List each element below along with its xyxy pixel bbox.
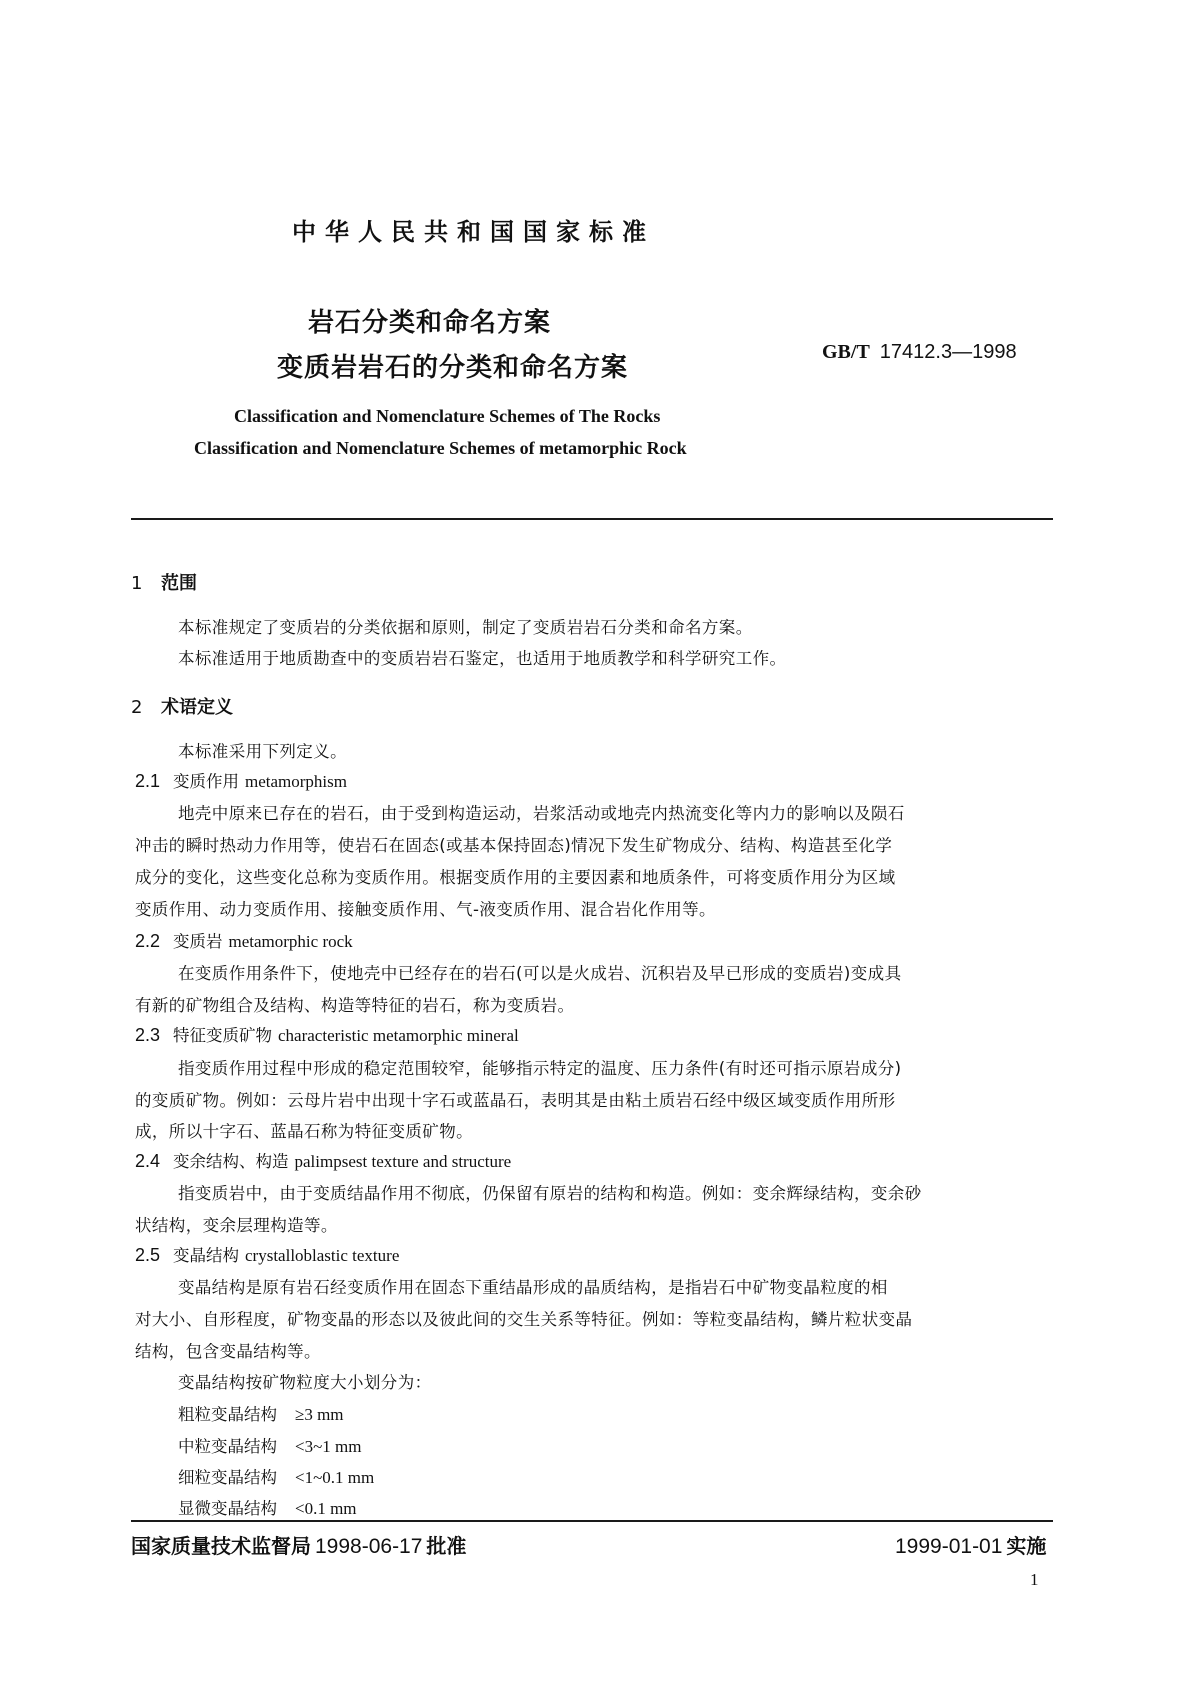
grain-size-item: 中粒变晶结构 <3~1 mm xyxy=(178,1437,362,1456)
term-2-4-text: 指变质岩中，由于变质结晶作用不彻底，仍保留有原岩的结构和构造。例如：变余辉绿结构，变余砂 xyxy=(178,1184,922,1203)
term-2-4-heading: 2.4 变余结构、构造 palimpsest texture and structure xyxy=(135,1151,512,1171)
header-divider xyxy=(131,518,1053,520)
term-2-5-text: 对大小、自形程度，矿物变晶的形态以及彼此间的交生关系等特征。例如：等粒变晶结构，鳞片粒状变晶 xyxy=(135,1310,913,1329)
section-2-intro: 本标准采用下列定义。 xyxy=(178,742,347,761)
footer-divider xyxy=(131,1520,1053,1522)
term-2-5-heading: 2.5 变晶结构 crystalloblastic texture xyxy=(135,1245,400,1265)
section-2-heading: 2 术语定义 xyxy=(131,697,233,718)
effective-line xyxy=(895,1530,1046,1559)
grain-size-item: 粗粒变晶结构 ≥3 mm xyxy=(178,1405,344,1424)
standard-code xyxy=(822,341,1017,364)
term-2-1-text: 地壳中原来已存在的岩石，由于受到构造运动，岩浆活动或地壳内热流变化等内力的影响以及陨石 xyxy=(178,804,905,823)
term-2-1-text: 成分的变化，这些变化总称为变质作用。根据变质作用的主要因素和地质条件，可将变质作用分为区域 xyxy=(135,868,896,887)
grain-size-intro: 变晶结构按矿物粒度大小划分为： xyxy=(178,1373,432,1392)
document-title-sub: 变质岩岩石的分类和命名方案 xyxy=(277,353,629,383)
term-2-4-text: 状结构，变余层理构造等。 xyxy=(135,1216,338,1235)
term-2-3-heading: 2.3 特征变质矿物 characteristic metamorphic mineral xyxy=(135,1025,519,1045)
term-2-2-heading: 2.2 变质岩 metamorphic rock xyxy=(135,931,353,951)
document-title-main: 岩石分类和命名方案 xyxy=(308,308,552,338)
section-1-heading: 1 范围 xyxy=(131,573,197,594)
english-title-sub: Classification and Nomenclature Schemes of metamorphic Rock xyxy=(194,438,687,458)
approval-label: 批准 xyxy=(426,1534,467,1558)
grain-size-item: 细粒变晶结构 <1~0.1 mm xyxy=(178,1468,375,1487)
term-2-3-text: 指变质作用过程中形成的稳定范围较窄，能够指示特定的温度、压力条件(有时还可指示原岩成分) xyxy=(178,1059,902,1078)
grain-size-item: 显微变晶结构 <0.1 mm xyxy=(178,1499,357,1518)
effective-date: 1999-01-01 xyxy=(895,1535,1003,1558)
page-number: 1 xyxy=(1030,1570,1039,1589)
term-2-3-text: 的变质矿物。例如：云母片岩中出现十字石或蓝晶石，表明其是由粘土质岩石经中级区域变质作用所形 xyxy=(135,1091,896,1110)
approval-org: 国家质量技术监督局 xyxy=(131,1534,311,1558)
effective-label: 实施 xyxy=(1006,1534,1047,1558)
standard-prefix: GB/T xyxy=(822,341,870,363)
term-2-5-text: 结构，包含变晶结构等。 xyxy=(135,1342,321,1361)
national-standard-header: 中华人民共和国国家标准 xyxy=(292,218,655,246)
term-2-1-heading: 2.1 变质作用 metamorphism xyxy=(135,771,347,791)
term-2-1-text: 变质作用、动力变质作用、接触变质作用、气-液变质作用、混合岩化作用等。 xyxy=(135,900,716,919)
approval-line xyxy=(131,1530,466,1559)
term-2-2-text: 有新的矿物组合及结构、构造等特征的岩石，称为变质岩。 xyxy=(135,996,575,1015)
english-title-main: Classification and Nomenclature Schemes of The Rocks xyxy=(234,406,661,426)
term-2-2-text: 在变质作用条件下，使地壳中已经存在的岩石(可以是火成岩、沉积岩及早已形成的变质岩)变成具 xyxy=(178,964,902,983)
approval-date: 1998-06-17 xyxy=(315,1535,423,1558)
term-2-5-text: 变晶结构是原有岩石经变质作用在固态下重结晶形成的晶质结构，是指岩石中矿物变晶粒度的相 xyxy=(178,1278,888,1297)
standard-number: 17412.3—1998 xyxy=(879,341,1017,363)
term-2-3-text: 成，所以十字石、蓝晶石称为特征变质矿物。 xyxy=(135,1122,473,1141)
term-2-1-text: 冲击的瞬时热动力作用等，使岩石在固态(或基本保持固态)情况下发生矿物成分、结构、构造甚至化学 xyxy=(135,836,893,855)
section-1-paragraph: 本标准规定了变质岩的分类依据和原则，制定了变质岩岩石分类和命名方案。 xyxy=(178,618,753,637)
section-1-paragraph: 本标准适用于地质勘查中的变质岩岩石鉴定，也适用于地质教学和科学研究工作。 xyxy=(178,649,787,668)
